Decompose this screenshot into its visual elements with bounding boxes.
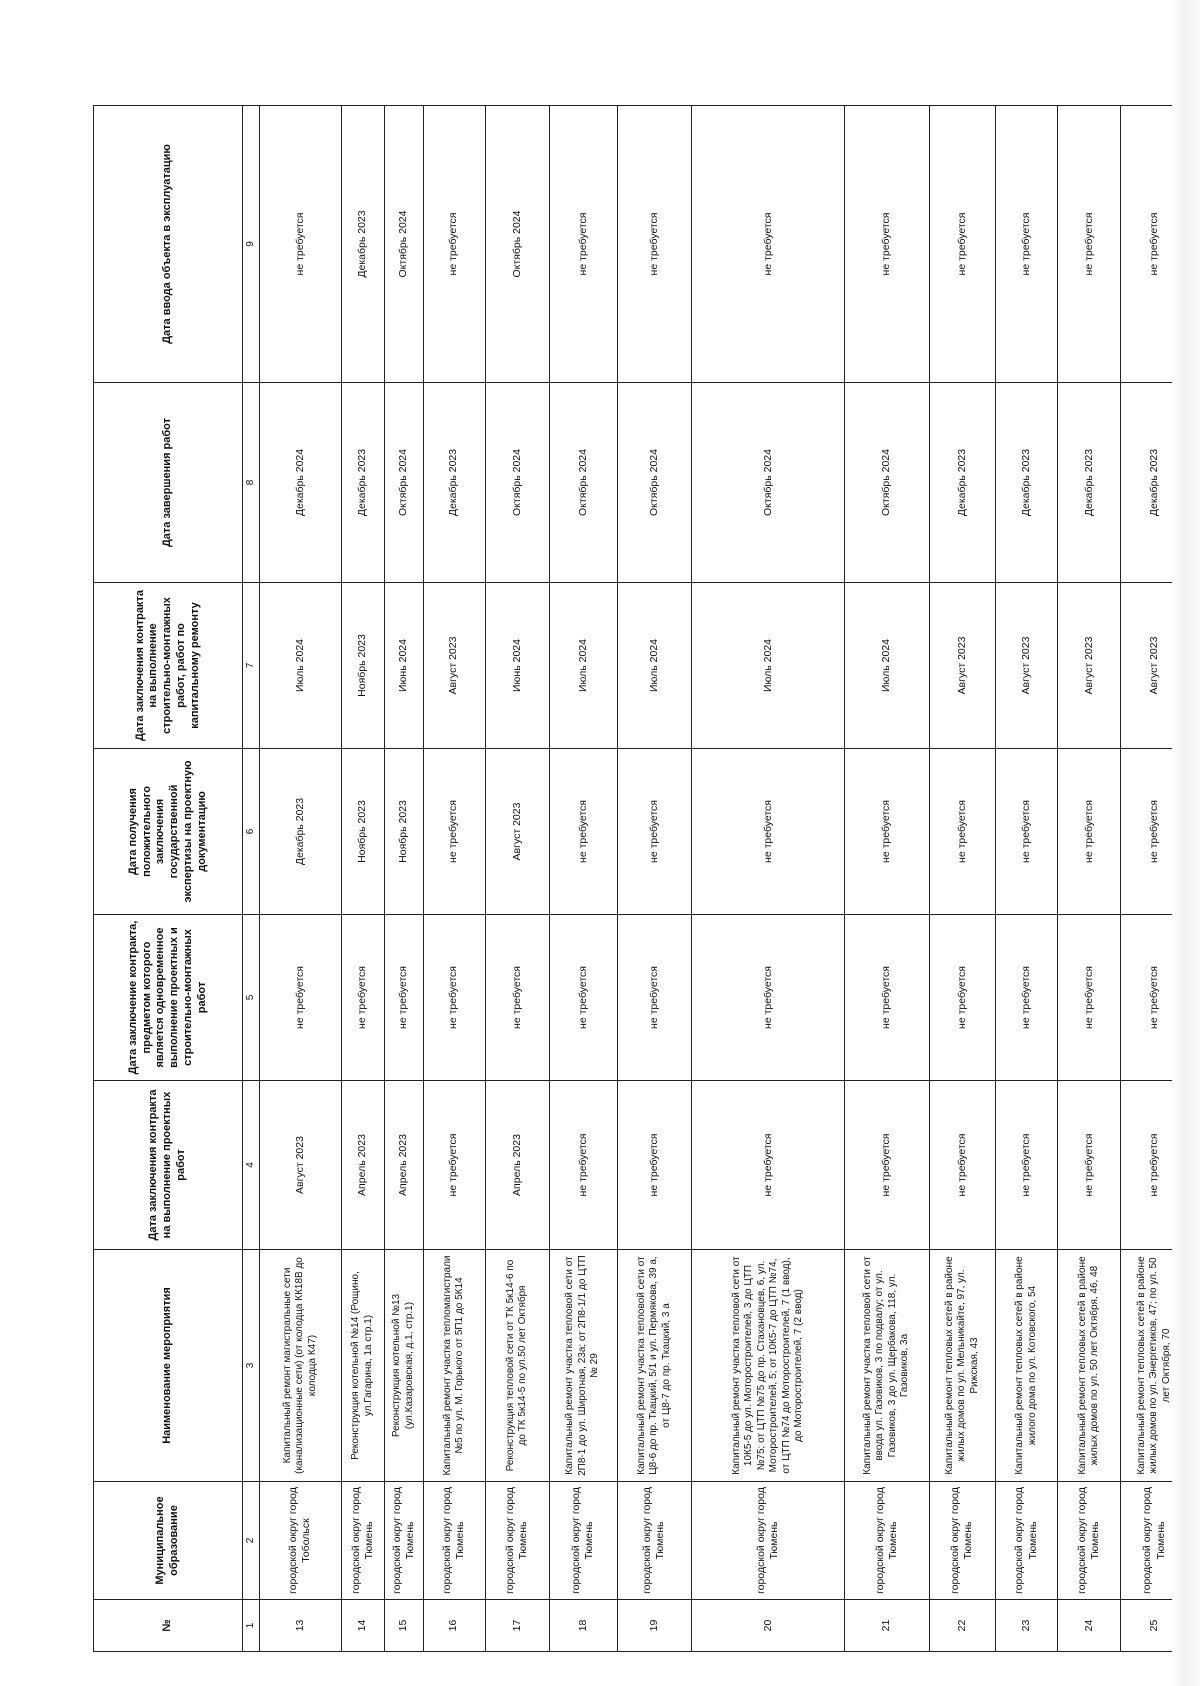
date-cell: не требуется [1058,106,1121,383]
municipality-cell: городской округ город Тюмень [385,1482,424,1600]
column-number: 6 [243,749,260,915]
date-cell: не требуется [423,106,485,383]
table-row [996,106,1058,1652]
row-number: 19 [617,1600,692,1652]
date-cell: Август 2023 [1121,583,1189,749]
measure-cell: Капитальный ремонт участка тепловой сети от ввода ул. Газовиков, 3 по подвалу; от ул. Газовиков, 3 до ул. Щербакова, 118, ул. Газовиков, 3а [845,1250,929,1482]
date-cell: не требуется [260,915,342,1081]
header-row [94,106,243,1652]
date-cell: Июль 2024 [845,583,929,749]
table-row [385,106,424,1652]
header-cell: Муниципальное образование [94,1482,243,1600]
measure-cell: Капитальный ремонт участка тепловой сети от Ц8-6 до пр. Ткацкий, 5/1 и ул. Пермякова, 39 а, от Ц8-7 до пр. Ткацкий, 3 а [617,1250,692,1482]
date-cell: Август 2023 [260,1081,342,1250]
measure-cell: Капитальный ремонт тепловых сетей в районе жилых домов по ул. Мельникайте, 97, ул. Рижская, 43 [929,1250,996,1482]
municipality-cell: городской округ город Тюмень [1121,1482,1189,1600]
date-cell: не требуется [260,106,342,383]
date-cell: Август 2023 [1058,583,1121,749]
date-cell: Декабрь 2024 [260,383,342,583]
table-row [423,106,485,1652]
table-row [617,106,692,1652]
date-cell: не требуется [1058,749,1121,915]
date-cell: не требуется [423,749,485,915]
header-cell: № [94,1600,243,1652]
date-cell: не требуется [423,915,485,1081]
date-cell: Апрель 2023 [341,1081,384,1250]
date-cell: не требуется [549,915,617,1081]
municipality-cell: городской округ город Тюмень [845,1482,929,1600]
row-number: 16 [423,1600,485,1652]
date-cell: Декабрь 2023 [423,383,485,583]
date-cell: Август 2023 [996,583,1058,749]
scan-edge-shadow [1172,0,1200,1686]
date-cell: Август 2023 [929,583,996,749]
date-cell: не требуется [1121,915,1189,1081]
header-cell: Дата заключения контракта на выполнение строительно-монтажных работ, работ по капитальному ремонту [94,583,243,749]
date-cell: Июнь 2024 [485,583,549,749]
row-number: 13 [260,1600,342,1652]
date-cell: Октябрь 2024 [385,106,424,383]
date-cell: Июль 2024 [692,583,845,749]
date-cell: не требуется [929,1081,996,1250]
rotated-page [93,106,1189,1652]
row-number: 25 [1121,1600,1189,1652]
municipality-cell: городской округ город Тюмень [996,1482,1058,1600]
column-number: 9 [243,106,260,383]
row-number: 22 [929,1600,996,1652]
date-cell: не требуется [996,749,1058,915]
date-cell: Июль 2024 [549,583,617,749]
date-cell: Август 2023 [423,583,485,749]
date-cell: не требуется [929,749,996,915]
date-cell: не требуется [845,915,929,1081]
measure-cell: Капитальный ремонт участка тепловой сети от 2П8-1 до ул. Широтная, 23а; от 2П8-1/1 до ЦТП № 29 [549,1250,617,1482]
table-row [260,106,342,1652]
table-row [485,106,549,1652]
date-cell: не требуется [929,915,996,1081]
date-cell: не требуется [617,749,692,915]
date-cell: не требуется [692,915,845,1081]
row-number: 24 [1058,1600,1121,1652]
table-row [845,106,929,1652]
table-row [692,106,845,1652]
date-cell: не требуется [692,1081,845,1250]
date-cell: Октябрь 2024 [385,383,424,583]
municipality-cell: городской округ город Тюмень [1058,1482,1121,1600]
date-cell: не требуется [692,749,845,915]
date-cell: не требуется [485,915,549,1081]
table-row [549,106,617,1652]
date-cell: Декабрь 2023 [341,106,384,383]
date-cell: не требуется [1058,915,1121,1081]
measure-cell: Капитальный ремонт тепловых сетей в районе жилого дома по ул. Котовского, 54 [996,1250,1058,1482]
date-cell: не требуется [617,915,692,1081]
date-cell: Декабрь 2023 [1058,383,1121,583]
date-cell: Апрель 2023 [485,1081,549,1250]
date-cell: не требуется [996,106,1058,383]
date-cell: не требуется [617,106,692,383]
row-number: 21 [845,1600,929,1652]
table-row [1058,106,1121,1652]
municipality-cell: городской округ город Тюмень [341,1482,384,1600]
header-cell: Наименование мероприятия [94,1250,243,1482]
date-cell: Июнь 2024 [385,583,424,749]
date-cell: Октябрь 2024 [549,383,617,583]
date-cell: не требуется [845,106,929,383]
header-cell: Дата ввода объекта в эксплуатацию [94,106,243,383]
date-cell: Октябрь 2024 [617,383,692,583]
column-number: 3 [243,1250,260,1482]
date-cell: Ноябрь 2023 [341,583,384,749]
date-cell: Декабрь 2023 [1121,383,1189,583]
date-cell: Декабрь 2023 [341,383,384,583]
date-cell: не требуется [929,106,996,383]
date-cell: не требуется [385,915,424,1081]
date-cell: не требуется [617,1081,692,1250]
date-cell: не требуется [996,915,1058,1081]
measure-cell: Капитальный ремонт тепловых сетей в районе жилых домов по ул. 50 лет Октября, 46, 48 [1058,1250,1121,1482]
column-number: 2 [243,1482,260,1600]
header-cell: Дата завершения работ [94,383,243,583]
date-cell: Июль 2024 [260,583,342,749]
municipality-cell: городской округ город Тобольск [260,1482,342,1600]
date-cell: Август 2023 [485,749,549,915]
date-cell: не требуется [692,106,845,383]
measure-cell: Капитальный ремонт участка тепловой сети от 10К5-5 до ул. Моторостроителей, 3 до ЦТП №75; от ЦТП №75 до пр. Стахановцев, 6, ул. Моторостроителей, 5; от 10К5-7 до ЦТП №74, от ЦТП №74 до Моторостроителей, 7 (1 ввод), до Моторостроителей, 7 (2 ввод) [692,1250,845,1482]
header-cell: Дата заключение контракта, предметом которого является одновременное выполнение проектных и строительно-монтажных работ [94,915,243,1081]
date-cell: Ноябрь 2023 [385,749,424,915]
measure-cell: Реконструкция котельной №14 (Рощино, ул.Гагарина, 1а стр.1) [341,1250,384,1482]
row-number: 17 [485,1600,549,1652]
date-cell: Октябрь 2024 [692,383,845,583]
date-cell: не требуется [845,1081,929,1250]
date-cell: Ноябрь 2023 [341,749,384,915]
row-number: 23 [996,1600,1058,1652]
date-cell: Апрель 2023 [385,1081,424,1250]
date-cell: не требуется [341,915,384,1081]
column-number: 8 [243,383,260,583]
date-cell: Июль 2024 [617,583,692,749]
row-number: 18 [549,1600,617,1652]
row-number: 20 [692,1600,845,1652]
row-number: 15 [385,1600,424,1652]
column-number: 5 [243,915,260,1081]
date-cell: не требуется [1121,106,1189,383]
column-number: 4 [243,1081,260,1250]
date-cell: Октябрь 2024 [485,383,549,583]
municipality-cell: городской округ город Тюмень [549,1482,617,1600]
date-cell: не требуется [549,1081,617,1250]
measure-cell: Капитальный ремонт участка тепломагистрали №5 по ул. М. Горького от 5П1 до 5К14 [423,1250,485,1482]
date-cell: Октябрь 2024 [845,383,929,583]
municipality-cell: городской округ город Тюмень [485,1482,549,1600]
date-cell: не требуется [1058,1081,1121,1250]
municipality-cell: городской округ город Тюмень [423,1482,485,1600]
date-cell: не требуется [845,749,929,915]
date-cell: не требуется [1121,1081,1189,1250]
table-row [341,106,384,1652]
municipality-cell: городской округ город Тюмень [692,1482,845,1600]
date-cell: не требуется [549,106,617,383]
measure-cell: Капитальный ремонт магистральные сети (канализационные сети) (от колодца КК18В до колодца К47) [260,1250,342,1482]
date-cell: не требуется [1121,749,1189,915]
date-cell: Октябрь 2024 [485,106,549,383]
date-cell: не требуется [996,1081,1058,1250]
column-number: 1 [243,1600,260,1652]
date-cell: Декабрь 2023 [996,383,1058,583]
date-cell: не требуется [423,1081,485,1250]
measure-cell: Реконструкция котельной №13 (ул.Казаровская, д.1, стр.1) [385,1250,424,1482]
municipality-cell: городской округ город Тюмень [617,1482,692,1600]
row-number: 14 [341,1600,384,1652]
date-cell: не требуется [549,749,617,915]
header-cell: Дата заключения контракта на выполнение проектных работ [94,1081,243,1250]
column-number: 7 [243,583,260,749]
schedule-table [93,105,1189,1652]
table-row [929,106,996,1652]
date-cell: Декабрь 2023 [929,383,996,583]
municipality-cell: городской округ город Тюмень [929,1482,996,1600]
header-cell: Дата получения положительного заключения государственной экспертизы на проектную документацию [94,749,243,915]
measure-cell: Капитальный ремонт тепловых сетей в районе жилых домов по ул. Энергетиков, 47; по ул. 50 лет Октября, 70 [1121,1250,1189,1482]
measure-cell: Реконструкция тепловой сети от ТК 5к14-6 по до ТК 5к14-5 по ул.50 лет Октября [485,1250,549,1482]
date-cell: Декабрь 2023 [260,749,342,915]
column-number-row [243,106,260,1652]
